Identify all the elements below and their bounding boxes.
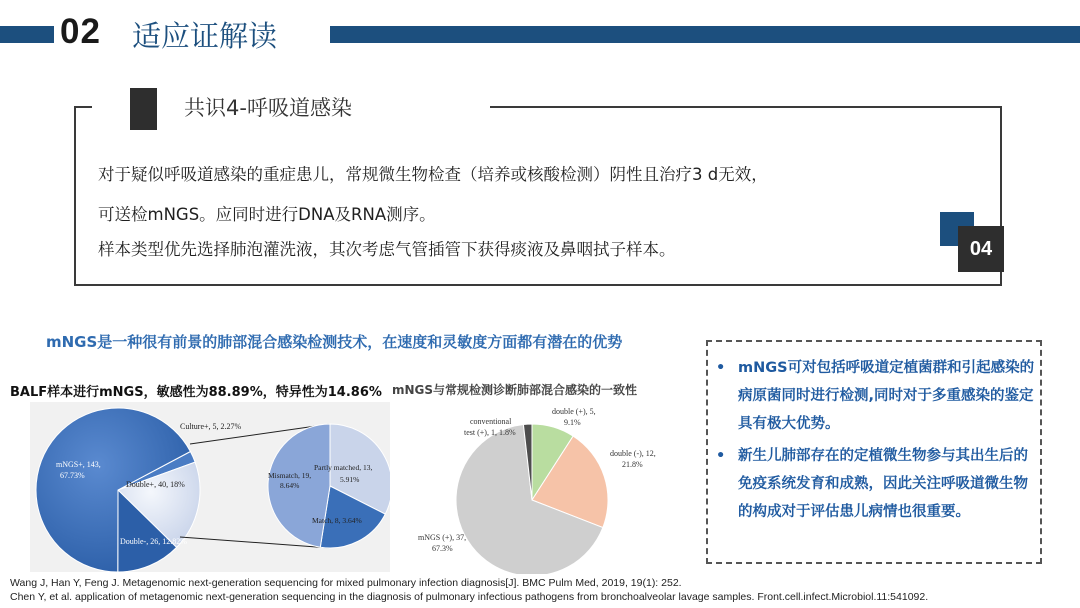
page-title: 适应证解读: [128, 14, 287, 55]
headline: mNGS是一种很有前景的肺部混合感染检测技术，在速度和灵敏度方面都有潜在的优势: [46, 333, 623, 351]
sub-label-mismatch-2: 8.64%: [280, 481, 300, 490]
side-note-text: mNGS可对包括呼吸道定植菌群和引起感染的病原菌同时进行检测,同时对于多重感染的鉴定具有极大优势。: [738, 360, 1035, 432]
chart-right-pie: [456, 424, 608, 574]
reference-2: Chen Y, et al. application of metagenomic next-generation sequencing in the diagnosis of pulmonary infectious pathogens from bronchoalveolar lavage samples. Front.cell.infect.Microbiol.11:541092.: [10, 591, 929, 603]
slice-label-mngs-1: mNGS+, 143,: [56, 460, 101, 469]
chart-left-main-pie: [36, 408, 200, 572]
chart-right-panel: [402, 404, 692, 574]
slice-label-double-neg-2: 21.8%: [622, 460, 643, 469]
chart-left-svg: [30, 402, 390, 572]
side-note-text: 新生儿肺部存在的定植微生物参与其出生后的免疫系统发育和成熟，因此关注呼吸道微生物的构成对于评估患儿病情也很重要。: [738, 448, 1028, 520]
sub-label-partly-2: 5.91%: [340, 475, 360, 484]
consensus-line-3: 样本类型优先选择肺泡灌洗液，其次考虑气管插管下获得痰液及鼻咽拭子样本。: [98, 240, 676, 259]
consensus-line-2: 可送检mNGS。应同时进行DNA及RNA测序。: [98, 205, 436, 224]
reference-1: Wang J, Han Y, Feng J. Metagenomic next‐generation sequencing for mixed pulmonary infection diagnosis[J]. BMC Pulm Med, 2019, 19(1): 252.: [10, 577, 682, 589]
consensus-title: 共识4-呼吸道感染: [184, 96, 352, 120]
bullet-icon: •: [716, 448, 726, 464]
sub-label-match: Match, 8, 3.64%: [312, 516, 362, 525]
slice-label-mngs-pos-1: mNGS (+), 37,: [418, 533, 467, 542]
chart-left-panel: [30, 402, 390, 572]
slice-label-double-neg-1: double (-), 12,: [610, 449, 656, 458]
header-bar-left: [0, 26, 62, 43]
slice-label-culture: Culture+, 5, 2.27%: [180, 422, 242, 431]
slice-label-mngs-pos-2: 67.3%: [432, 544, 453, 553]
slice-label-double-minus: Double-, 26, 12.82%: [120, 537, 187, 546]
slice-label-conventional-1: conventional: [470, 417, 512, 426]
consensus-tab-marker: [130, 88, 157, 130]
bullet-icon: •: [716, 360, 726, 376]
sub-label-mismatch-1: Mismatch, 19,: [268, 471, 312, 480]
slice-label-conventional-2: test (+), 1, 1.8%: [464, 428, 516, 437]
header-bar-right: [330, 26, 1080, 43]
slice-label-double-pos-1: double (+), 5,: [552, 407, 596, 416]
chart-left-title: BALF样本进行mNGS，敏感性为88.89%，特异性为14.86%: [10, 385, 382, 400]
side-notes-box: [706, 340, 1042, 564]
consensus-badge: 04: [958, 226, 1004, 272]
consensus-line-1: 对于疑似呼吸道感染的重症患儿，常规微生物检查（培养或核酸检测）阴性且治疗3 d无效，: [98, 165, 768, 184]
sub-label-partly-1: Partly matched, 13,: [314, 463, 373, 472]
chart-right-title: mNGS与常规检测诊断肺部混合感染的一致性: [392, 383, 638, 397]
chart-right-svg: [402, 404, 692, 574]
slice-label-double-plus: Double+, 40, 18%: [126, 480, 185, 489]
slice-label-mngs-2: 67.73%: [60, 471, 85, 480]
slice-label-double-pos-2: 9.1%: [564, 418, 581, 427]
section-number: 02: [54, 12, 107, 52]
